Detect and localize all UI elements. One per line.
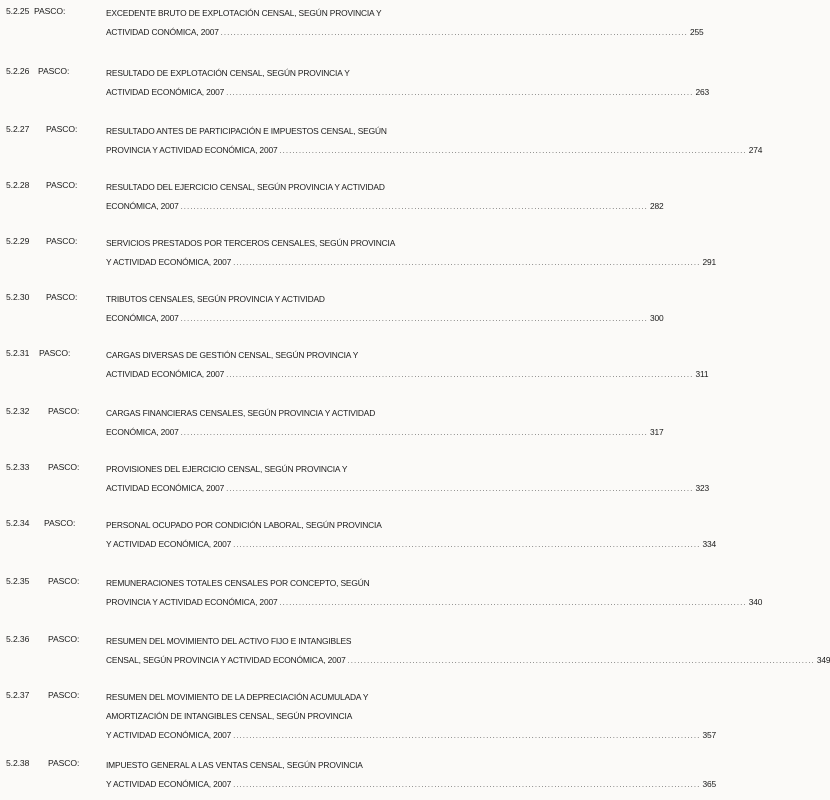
entry-region: PASCO: [38,66,70,76]
toc-entry[interactable] [0,574,763,614]
dot-leader: ................................................................................................................................................ [347,658,815,665]
dot-leader: ................................................................................................................................................ [226,486,694,493]
entry-region: PASCO: [46,292,78,302]
dot-leader: ................................................................................................................................................ [226,90,694,97]
entry-title-line1: CARGAS DIVERSAS DE GESTIÓN CENSAL, SEGÚN PROVINCIA Y [106,350,359,360]
dot-leader: ................................................................................................................................................ [220,30,689,37]
dot-leader: ................................................................................................................................................ [233,260,701,267]
page-number: 291 [702,257,716,267]
entry-title-line2: Y ACTIVIDAD ECONÓMICA, 2007 [106,779,232,789]
toc-entry[interactable] [0,122,763,162]
entry-title [106,4,704,43]
dot-leader: ................................................................................................................................................ [279,600,747,607]
entry-title-line1: REMUNERACIONES TOTALES CENSALES POR CONCEPTO, SEGÚN [106,578,370,588]
page-number: 282 [649,201,664,211]
dot-leader: ................................................................................................................................................ [233,733,701,740]
entry-region: PASCO: [46,236,78,246]
entry-title-line1: RESULTADO ANTES DE PARTICIPACIÓN E IMPUESTOS CENSAL, SEGÚN [106,126,387,136]
toc-entry[interactable] [0,234,716,274]
page-number: 263 [695,87,709,97]
page-number: 357 [702,730,716,740]
entry-title-line2: PROVINCIA Y ACTIVIDAD ECONÓMICA, 2007 [106,597,278,607]
entry-title-line1: TRIBUTOS CENSALES, SEGÚN PROVINCIA Y ACTIVIDAD [106,294,325,304]
entry-number: 5.2.27 [6,124,30,134]
dot-leader: ................................................................................................................................................ [279,148,747,155]
toc-entry[interactable] [0,178,664,218]
entry-title-line1: CARGAS FINANCIERAS CENSALES, SEGÚN PROVINCIA Y ACTIVIDAD [106,408,376,418]
entry-title [106,346,709,385]
entry-region: PASCO: [48,634,80,644]
toc-entry[interactable] [0,460,709,500]
toc-entry[interactable] [0,404,664,444]
entry-title-line1: IMPUESTO GENERAL A LAS VENTAS CENSAL, SEGÚN PROVINCIA [106,760,363,770]
entry-number: 5.2.25 [6,6,30,16]
toc-entry[interactable] [0,4,704,44]
entry-title-line1: RESULTADO DEL EJERCICIO CENSAL, SEGÚN PROVINCIA Y ACTIVIDAD [106,182,385,192]
entry-region: PASCO: [34,6,66,16]
dot-leader: ................................................................................................................................................ [226,372,694,379]
entry-title [106,122,763,161]
page-number: 349 [816,655,830,665]
entry-title-line2: ACTIVIDAD CONÓMICA, 2007 [106,27,219,37]
entry-title-line1: SERVICIOS PRESTADOS POR TERCEROS CENSALES, SEGÚN PROVINCIA [106,238,396,248]
entry-title-line2: Y ACTIVIDAD ECONÓMICA, 2007 [106,730,232,740]
page-number: 300 [649,313,664,323]
entry-title-line2: PROVINCIA Y ACTIVIDAD ECONÓMICA, 2007 [106,145,278,155]
entry-title [106,460,709,499]
entry-title-line2: Y ACTIVIDAD ECONÓMICA, 2007 [106,257,232,267]
entry-title-line2: ECONÓMICA, 2007 [106,313,179,323]
entry-title-line1: EXCEDENTE BRUTO DE EXPLOTACIÓN CENSAL, SEGÚN PROVINCIA Y [106,8,382,18]
entry-region: PASCO: [46,180,78,190]
page-number: 311 [695,369,709,379]
entry-title-line1: PROVISIONES DEL EJERCICIO CENSAL, SEGÚN PROVINCIA Y [106,464,348,474]
toc-entry[interactable] [0,64,709,104]
dot-leader: ................................................................................................................................................ [233,542,701,549]
entry-title [106,756,716,795]
entry-region: PASCO: [39,348,71,358]
entry-number: 5.2.38 [6,758,30,768]
entry-number: 5.2.26 [6,66,30,76]
entry-title-line1: RESUMEN DEL MOVIMIENTO DEL ACTIVO FIJO E INTANGIBLES [106,636,352,646]
toc-entry[interactable] [0,516,716,556]
toc-entry[interactable] [0,756,716,796]
dot-leader: ................................................................................................................................................ [180,430,648,437]
page-number: 274 [748,145,763,155]
entry-title-line2: ACTIVIDAD ECONÓMICA, 2007 [106,483,225,493]
entry-region: PASCO: [48,576,80,586]
toc-entry[interactable] [0,688,716,748]
entry-region: PASCO: [48,406,80,416]
entry-title-line1: RESULTADO DE EXPLOTACIÓN CENSAL, SEGÚN PROVINCIA Y [106,68,350,78]
entry-region: PASCO: [46,124,78,134]
page-number: 317 [649,427,664,437]
entry-number: 5.2.31 [6,348,30,358]
entry-number: 5.2.30 [6,292,30,302]
page-number: 340 [748,597,763,607]
page-number: 255 [690,27,704,37]
entry-region: PASCO: [48,462,80,472]
entry-region: PASCO: [48,690,80,700]
entry-title [106,290,664,329]
entry-title-line2: ACTIVIDAD ECONÓMICA, 2007 [106,369,225,379]
entry-title [106,574,763,613]
entry-title [106,234,716,273]
entry-number: 5.2.35 [6,576,30,586]
page-number: 334 [702,539,716,549]
entry-number: 5.2.37 [6,690,30,700]
toc-entry[interactable] [0,290,664,330]
entry-title-line2: ECONÓMICA, 2007 [106,427,179,437]
entry-title-line1b: AMORTIZACIÓN DE INTANGIBLES CENSAL, SEGÚN PROVINCIA [106,711,353,721]
entry-title [106,688,716,746]
entry-title [106,516,716,555]
entry-title [106,64,709,103]
entry-title-line2: CENSAL, SEGÚN PROVINCIA Y ACTIVIDAD ECONÓMICA, 2007 [106,655,346,665]
entry-number: 5.2.32 [6,406,30,416]
entry-number: 5.2.28 [6,180,30,190]
entry-title-line2: Y ACTIVIDAD ECONÓMICA, 2007 [106,539,232,549]
page-number: 323 [695,483,709,493]
entry-region: PASCO: [48,758,80,768]
page-number: 365 [702,779,716,789]
toc-entry[interactable] [0,632,830,672]
entry-title-line2: ACTIVIDAD ECONÓMICA, 2007 [106,87,225,97]
entry-title [106,178,664,217]
entry-number: 5.2.36 [6,634,30,644]
dot-leader: ................................................................................................................................................ [233,782,701,789]
entry-title-line2: ECONÓMICA, 2007 [106,201,179,211]
entry-title-line1: RESUMEN DEL MOVIMIENTO DE LA DEPRECIACIÓN ACUMULADA Y [106,692,369,702]
entry-title [106,632,830,671]
entry-number: 5.2.33 [6,462,30,472]
toc-entry[interactable] [0,346,709,386]
entry-number: 5.2.34 [6,518,30,528]
entry-region: PASCO: [44,518,76,528]
entry-title-line1: PERSONAL OCUPADO POR CONDICIÓN LABORAL, SEGÚN PROVINCIA [106,520,382,530]
entry-title [106,404,664,443]
dot-leader: ................................................................................................................................................ [180,204,648,211]
dot-leader: ................................................................................................................................................ [180,316,648,323]
entry-number: 5.2.29 [6,236,30,246]
